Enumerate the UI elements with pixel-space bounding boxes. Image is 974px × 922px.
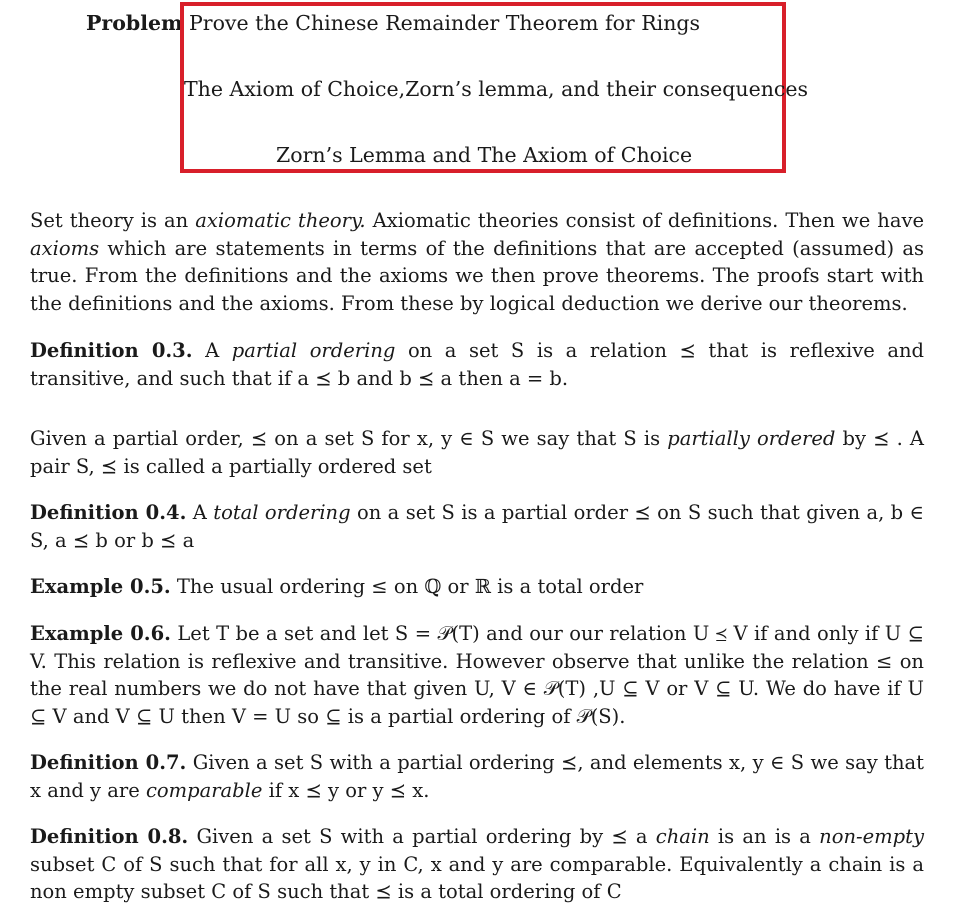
example-0-5: Example 0.5. The usual ordering ≤ on ℚ or ℝ is a total order bbox=[30, 575, 644, 598]
header-line-1: Prove the Chinese Remainder Theorem for Rings bbox=[189, 11, 701, 35]
definition-label: Definition 0.3. bbox=[30, 339, 193, 362]
example-label: Example 0.5. bbox=[30, 575, 171, 598]
definition-label: Definition 0.7. bbox=[30, 751, 187, 774]
definition-label: Definition 0.8. bbox=[30, 825, 189, 848]
definition-0-8: Definition 0.8. Given a set S with a partial ordering by ⪯ a chain is an is a non-empty subset C of S such that for all x, y in C, x and y are comparable. Equivalently a chain is a non empty subset C of S such that ⪯ is a total ordering of C bbox=[30, 825, 924, 903]
example-label: Example 0.6. bbox=[30, 622, 171, 645]
header-line-2: The Axiom of Choice,Zorn’s lemma, and their consequences bbox=[184, 77, 809, 101]
example-0-6: Example 0.6. Let T be a set and let S = 𝒫(T) and our our relation U ⪯ V if and only if U ⊆ V. This relation is reflexive and transitive. However observe that unlike the relation ≤ on the real numbers we do not have that given U, V ∈ 𝒫(T) ,U ⊆ V or V ⊆ U. We do have if U ⊆ V and V ⊆ U then V = U so ⊆ is a partial ordering of 𝒫(S). bbox=[30, 622, 924, 728]
intro-paragraph: Set theory is an axiomatic theory. Axiomatic theories consist of definitions. Then we have axioms which are statements in terms of the definitions that are accepted (assumed) as true. From the definitions and the axioms we then prove theorems. The proofs start with the definitions and the axioms. From these by logical deduction we derive our theorems. bbox=[30, 209, 925, 315]
definition-0-4: Definition 0.4. A total ordering on a set S is a partial order ⪯ on S such that given a, b ∈ S, a ⪯ b or b ⪯ a bbox=[30, 501, 924, 552]
definition-label: Definition 0.4. bbox=[30, 501, 187, 524]
definition-0-3: Definition 0.3. A partial ordering on a set S is a relation ⪯ that is reflexive and transitive, and such that if a ⪯ b and b ⪯ a then a = b. bbox=[30, 339, 924, 390]
definition-0-7: Definition 0.7. Given a set S with a partial ordering ⪯, and elements x, y ∈ S we say that x and y are comparable if x ⪯ y or y ⪯ x. bbox=[30, 751, 924, 802]
header-line-3: Zorn’s Lemma and The Axiom of Choice bbox=[276, 143, 693, 167]
partial-order-note: Given a partial order, ⪯ on a set S for x, y ∈ S we say that S is partially ordered by ⪯ . A pair S, ⪯ is called a partially ordered set bbox=[30, 427, 924, 478]
problem-label: Problem bbox=[86, 11, 183, 35]
